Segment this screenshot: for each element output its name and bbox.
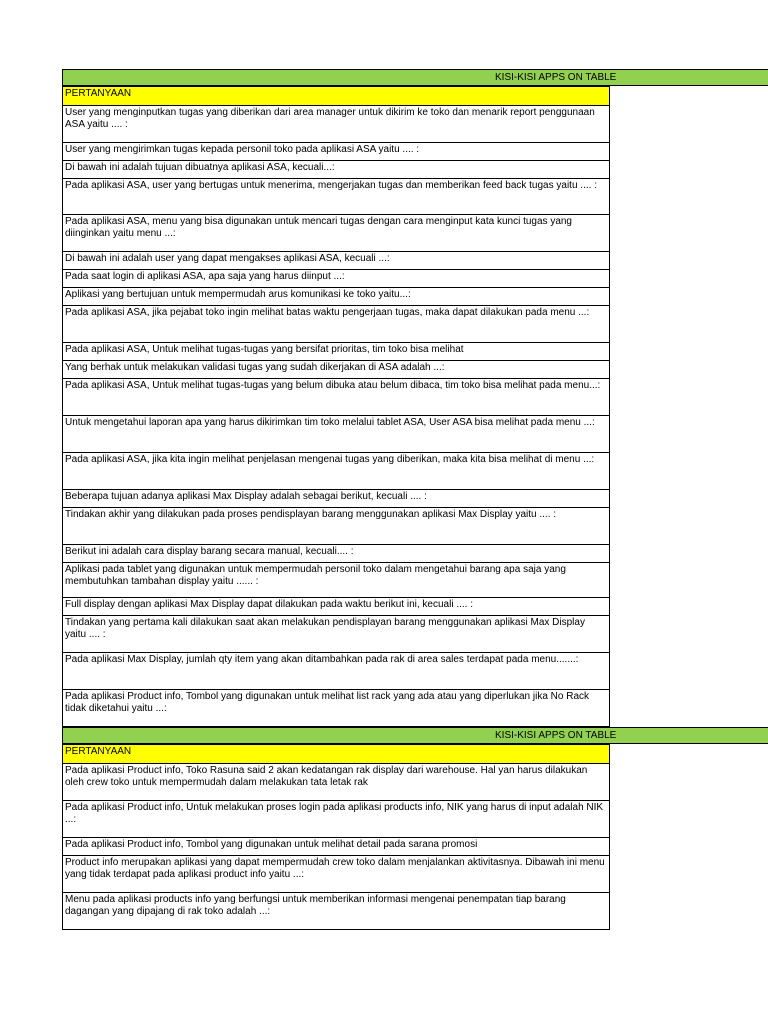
- question-cell: User yang menginputkan tugas yang diberikan dari area manager untuk dikirim ke toko dan menarik report penggunaan ASA yaitu .... :: [63, 106, 610, 143]
- question-cell: Tindakan yang pertama kali dilakukan saat akan melakukan pendisplayan barang menggunakan aplikasi Max Display yaitu .... :: [63, 616, 610, 653]
- table-row: [63, 545, 610, 563]
- questions-table: [62, 744, 610, 930]
- question-cell: Pada aplikasi ASA, jika kita ingin melihat penjelasan mengenai tugas yang diberikan, maka kita bisa melihat di menu ...:: [63, 453, 610, 490]
- table-row: [63, 379, 610, 416]
- section-title: KISI-KISI APPS ON TABLE: [495, 730, 617, 741]
- question-cell: Full display dengan aplikasi Max Display dapat dilakukan pada waktu berikut ini, kecuali .... :: [63, 598, 610, 616]
- table-row: [63, 653, 610, 690]
- table-row: [63, 893, 610, 930]
- table-row: [63, 508, 610, 545]
- question-cell: Pada aplikasi ASA, Untuk melihat tugas-tugas yang bersifat prioritas, tim toko bisa melihat: [63, 343, 610, 361]
- question-cell: Yang berhak untuk melakukan validasi tugas yang sudah dikerjakan di ASA adalah ...:: [63, 361, 610, 379]
- question-cell: Menu pada aplikasi products info yang berfungsi untuk memberikan informasi mengenai penempatan tiap barang dagangan yang dipajang di rak toko adalah ...:: [63, 893, 610, 930]
- table-row: [63, 598, 610, 616]
- table-row: [63, 801, 610, 838]
- question-cell: Pada saat login di aplikasi ASA, apa saja yang harus diinput ...:: [63, 270, 610, 288]
- question-cell: Pada aplikasi Product info, Tombol yang digunakan untuk melihat detail pada sarana promosi: [63, 838, 610, 856]
- question-cell: Beberapa tujuan adanya aplikasi Max Display adalah sebagai berikut, kecuali .... :: [63, 490, 610, 508]
- question-cell: Pada aplikasi ASA, user yang bertugas untuk menerima, mengerjakan tugas dan memberikan feed back tugas yaitu .... :: [63, 179, 610, 215]
- question-cell: Untuk mengetahui laporan apa yang harus dikirimkan tim toko melalui tablet ASA, User ASA bisa melihat pada menu ...:: [63, 416, 610, 453]
- question-cell: Berikut ini adalah cara display barang secara manual, kecuali.... :: [63, 545, 610, 563]
- spreadsheet: [62, 69, 768, 930]
- question-cell: Pada aplikasi ASA, Untuk melihat tugas-tugas yang belum dibuka atau belum dibaca, tim toko bisa melihat pada menu...:: [63, 379, 610, 416]
- table-row: [63, 215, 610, 252]
- table-row: [63, 416, 610, 453]
- table-row: [63, 856, 610, 893]
- questions-table: [62, 86, 610, 727]
- section-2: [62, 727, 768, 930]
- question-cell: Product info merupakan aplikasi yang dapat mempermudah crew toko dalam menjalankan aktivitasnya. Dibawah ini menu yang tidak terdapat pada aplikasi product info yaitu ...:: [63, 856, 610, 893]
- table-row: [63, 143, 610, 161]
- header-row: [63, 745, 610, 764]
- section-title: KISI-KISI APPS ON TABLE: [495, 72, 617, 83]
- table-row: [63, 490, 610, 508]
- section-1: [62, 69, 768, 727]
- table-row: [63, 179, 610, 215]
- question-cell: Pada aplikasi Product info, Tombol yang digunakan untuk melihat list rack yang ada atau yang diperlukan jika No Rack tidak diketahui yaitu ...:: [63, 690, 610, 727]
- question-cell: Pada aplikasi ASA, menu yang bisa digunakan untuk mencari tugas dengan cara menginput kata kunci tugas yang diinginkan yaitu menu ...:: [63, 215, 610, 252]
- table-row: [63, 306, 610, 343]
- header-cell: PERTANYAAN: [63, 745, 610, 764]
- header-cell: PERTANYAAN: [63, 87, 610, 106]
- table-row: [63, 764, 610, 801]
- table-row: [63, 361, 610, 379]
- section-title-row: [62, 69, 768, 86]
- question-cell: Aplikasi yang bertujuan untuk mempermudah arus komunikasi ke toko yaitu...:: [63, 288, 610, 306]
- question-cell: Tindakan akhir yang dilakukan pada proses pendisplayan barang menggunakan aplikasi Max Display yaitu .... :: [63, 508, 610, 545]
- table-row: [63, 616, 610, 653]
- header-row: [63, 87, 610, 106]
- question-cell: User yang mengirimkan tugas kepada personil toko pada aplikasi ASA yaitu .... :: [63, 143, 610, 161]
- table-row: [63, 838, 610, 856]
- section-title-row: [62, 727, 768, 744]
- question-cell: Di bawah ini adalah tujuan dibuatnya aplikasi ASA, kecuali...:: [63, 161, 610, 179]
- table-row: [63, 453, 610, 490]
- table-row: [63, 288, 610, 306]
- table-row: [63, 106, 610, 143]
- question-cell: Aplikasi pada tablet yang digunakan untuk mempermudah personil toko dalam mengetahui barang apa saja yang membutuhkan tambahan display yaitu ...... :: [63, 563, 610, 598]
- question-cell: Pada aplikasi Max Display, jumlah qty item yang akan ditambahkan pada rak di area sales terdapat pada menu.......:: [63, 653, 610, 690]
- question-cell: Pada aplikasi ASA, jika pejabat toko ingin melihat batas waktu pengerjaan tugas, maka dapat dilakukan pada menu ...:: [63, 306, 610, 343]
- table-row: [63, 270, 610, 288]
- question-cell: Di bawah ini adalah user yang dapat mengakses aplikasi ASA, kecuali ...:: [63, 252, 610, 270]
- table-row: [63, 161, 610, 179]
- question-cell: Pada aplikasi Product info, Untuk melakukan proses login pada aplikasi products info, NIK yang harus di input adalah NIK ...:: [63, 801, 610, 838]
- question-cell: Pada aplikasi Product info, Toko Rasuna said 2 akan kedatangan rak display dari warehouse. Hal yan harus dilakukan oleh crew toko untuk mempermudah dalam melakukan tata letak rak: [63, 764, 610, 801]
- table-row: [63, 343, 610, 361]
- table-row: [63, 690, 610, 727]
- table-row: [63, 252, 610, 270]
- table-row: [63, 563, 610, 598]
